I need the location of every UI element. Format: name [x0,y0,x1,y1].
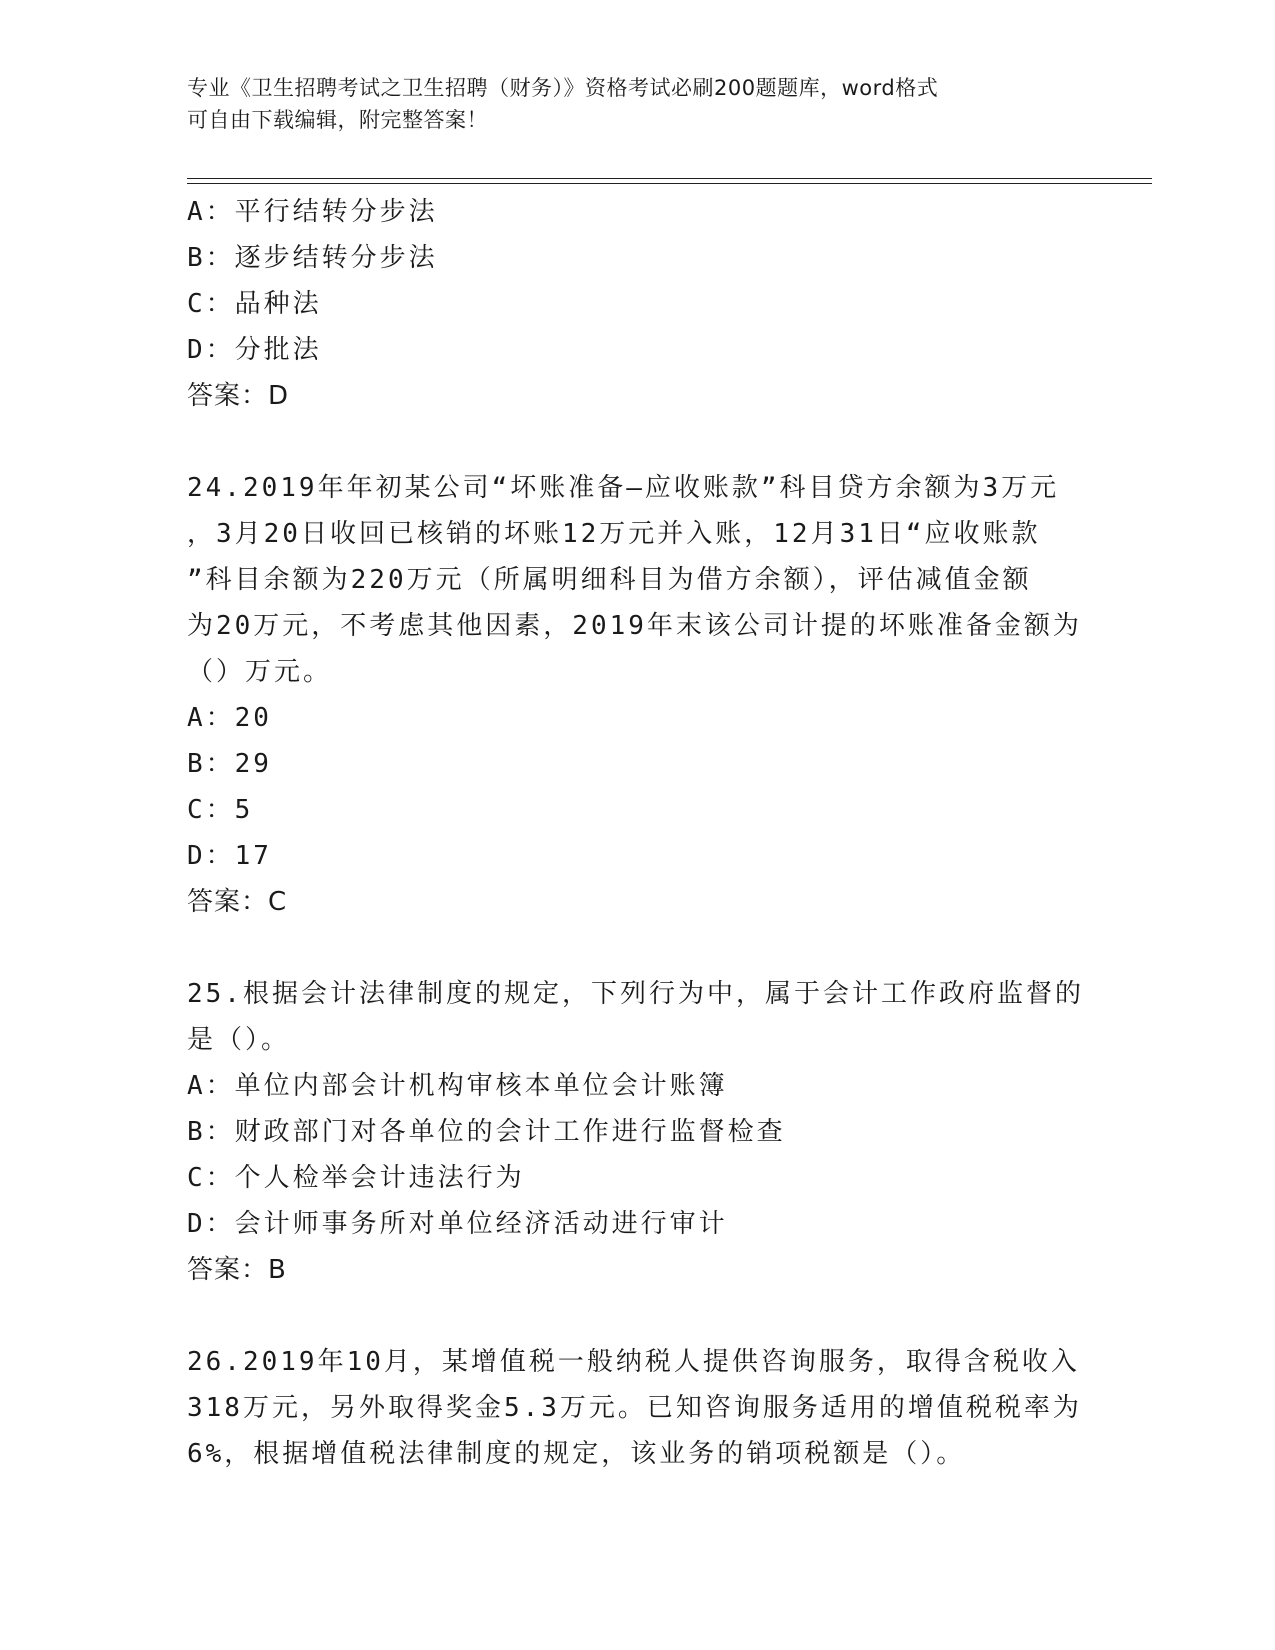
header-divider-bottom [187,183,1152,184]
option-d: D：会计师事务所对单位经济活动进行审计 [187,1209,728,1239]
option-b: B：财政部门对各单位的会计工作进行监督检查 [187,1117,786,1147]
spacer [187,419,1087,465]
question-text-line: ”科目余额为220万元（所属明细科目为借方余额），评估减值金额 [187,565,1032,595]
option-d: D：17 [187,841,272,871]
question-text-line: 6%，根据增值税法律制度的规定，该业务的销项税额是（）。 [187,1439,966,1469]
option-b: B：29 [187,749,272,779]
question-26 [187,1339,1087,1477]
question-24 [187,465,1087,925]
spacer [187,925,1087,971]
question-text-line: 318万元，另外取得奖金5.3万元。已知咨询服务适用的增值税税率为 [187,1393,1082,1423]
question-text-line: ，3月20日收回已核销的坏账12万元并入账，12月31日“应收账款 [187,519,1041,549]
question-text-line: 24.2019年年初某公司“坏账准备—应收账款”科目贷方余额为3万元 [187,473,1060,503]
option-c: C：个人检举会计违法行为 [187,1163,525,1193]
option-c: C：5 [187,795,254,825]
question-text-line: 为20万元，不考虑其他因素，2019年末该公司计提的坏账准备金额为 [187,611,1082,641]
answer-line: 答案：D [187,381,290,411]
document-header [187,72,1087,136]
option-b: B：逐步结转分步法 [187,243,438,273]
answer-line: 答案：B [187,1255,287,1285]
option-a: A：20 [187,703,272,733]
question-text-line: 25.根据会计法律制度的规定，下列行为中，属于会计工作政府监督的 [187,979,1084,1009]
header-line-1: 专业《卫生招聘考试之卫生招聘（财务）》资格考试必刷200题题库，word格式 [187,76,939,100]
header-line-2: 可自由下载编辑，附完整答案！ [187,108,488,132]
header-divider-top [187,178,1152,179]
question-text-line: 是（）。 [187,1025,291,1055]
answer-line: 答案：C [187,887,288,917]
option-d: D：分批法 [187,335,322,365]
question-text-line: （）万元。 [187,657,333,687]
question-25 [187,971,1087,1293]
question-content [187,189,1087,1477]
question-23 [187,189,1087,419]
option-c: C：品种法 [187,289,322,319]
question-text-line: 26.2019年10月，某增值税一般纳税人提供咨询服务，取得含税收入 [187,1347,1080,1377]
spacer [187,1293,1087,1339]
option-a: A：平行结转分步法 [187,197,438,227]
option-a: A：单位内部会计机构审核本单位会计账簿 [187,1071,728,1101]
